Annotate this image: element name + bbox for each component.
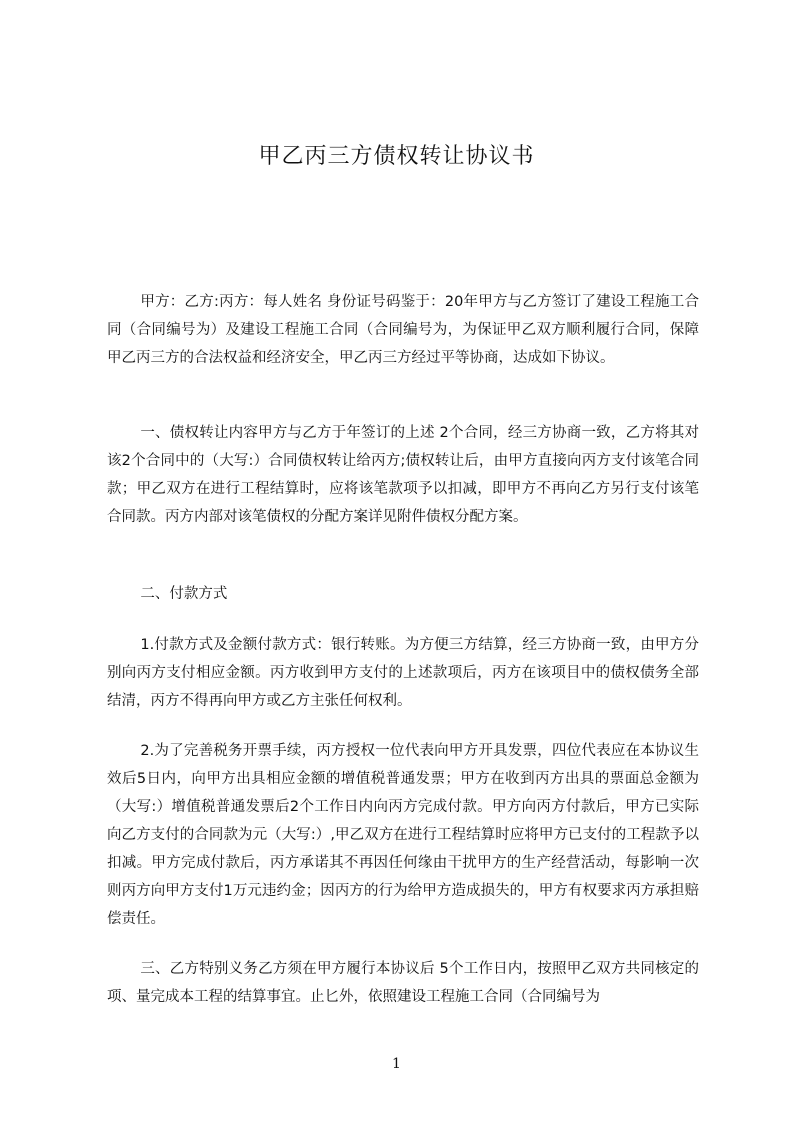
paragraph-section-1: 一、债权转让内容甲方与乙方于年签订的上述 2个合同，经三方协商一致，乙方将其对该2个合同中的（大写:）合同债权转让给丙方;债权转让后，由甲方直接向丙方支付该笔合同款；甲乙双方在进行工程结算时，应将该笔款项予以扣减，即甲方不再向乙方另行支付该笔合同款。丙方内部对该笔债权的分配方案详见附件债权分配方案。 [107,425,699,525]
paragraph-preamble: 甲方：乙方:丙方：每人姓名 身份证号码鉴于：20年甲方与乙方签订了建设工程施工合同（合同编号为）及建设工程施工合同（合同编号为，为保证甲乙双方顺利履行合同，保障甲乙丙三方的合法权益和经济安全，甲乙丙三方经过平等协商，达成如下协议。 [107,294,699,366]
paragraph-section-3: 三、乙方特别义务乙方须在甲方履行本协议后 5个工作日内，按照甲乙双方共同核定的项、量完成本工程的结算事宜。止匕外，依照建设工程施工合同（合同编号为 [107,961,699,1005]
paragraph-payment-2: 2.为了完善税务开票手续，丙方授权一位代表向甲方开具发票，四位代表应在本协议生效后5日内，向甲方出具相应金额的增值税普通发票；甲方在收到丙方出具的票面总金额为（大写:）增值税普通发票后2个工作日内向丙方完成付款。甲方向丙方付款后，甲方已实际向乙方支付的合同款为元（大写:）,甲乙双方在进行工程结算时应将甲方已支付的工程款予以扣减。甲方完成付款后，丙方承诺其不再因任何缘由干扰甲方的生产经营活动，每影响一次则丙方向甲方支付1万元违约金；因丙方的行为给甲方造成损失的，甲方有权要求丙方承担赔偿责任。 [107,743,699,927]
page-number: 1 [392,1056,401,1072]
section-heading-payment: 二、付款方式 [140,586,228,602]
document-title: 甲乙丙三方债权转让协议书 [258,144,535,169]
paragraph-payment-1: 1.付款方式及金额付款方式：银行转账。为方便三方结算，经三方协商一致，由甲方分别向丙方支付相应金额。丙方收到甲方支付的上述款项后，丙方在该项目中的债权债务全部结清，丙方不得再向甲方或乙方主张任何权利。 [107,637,699,709]
